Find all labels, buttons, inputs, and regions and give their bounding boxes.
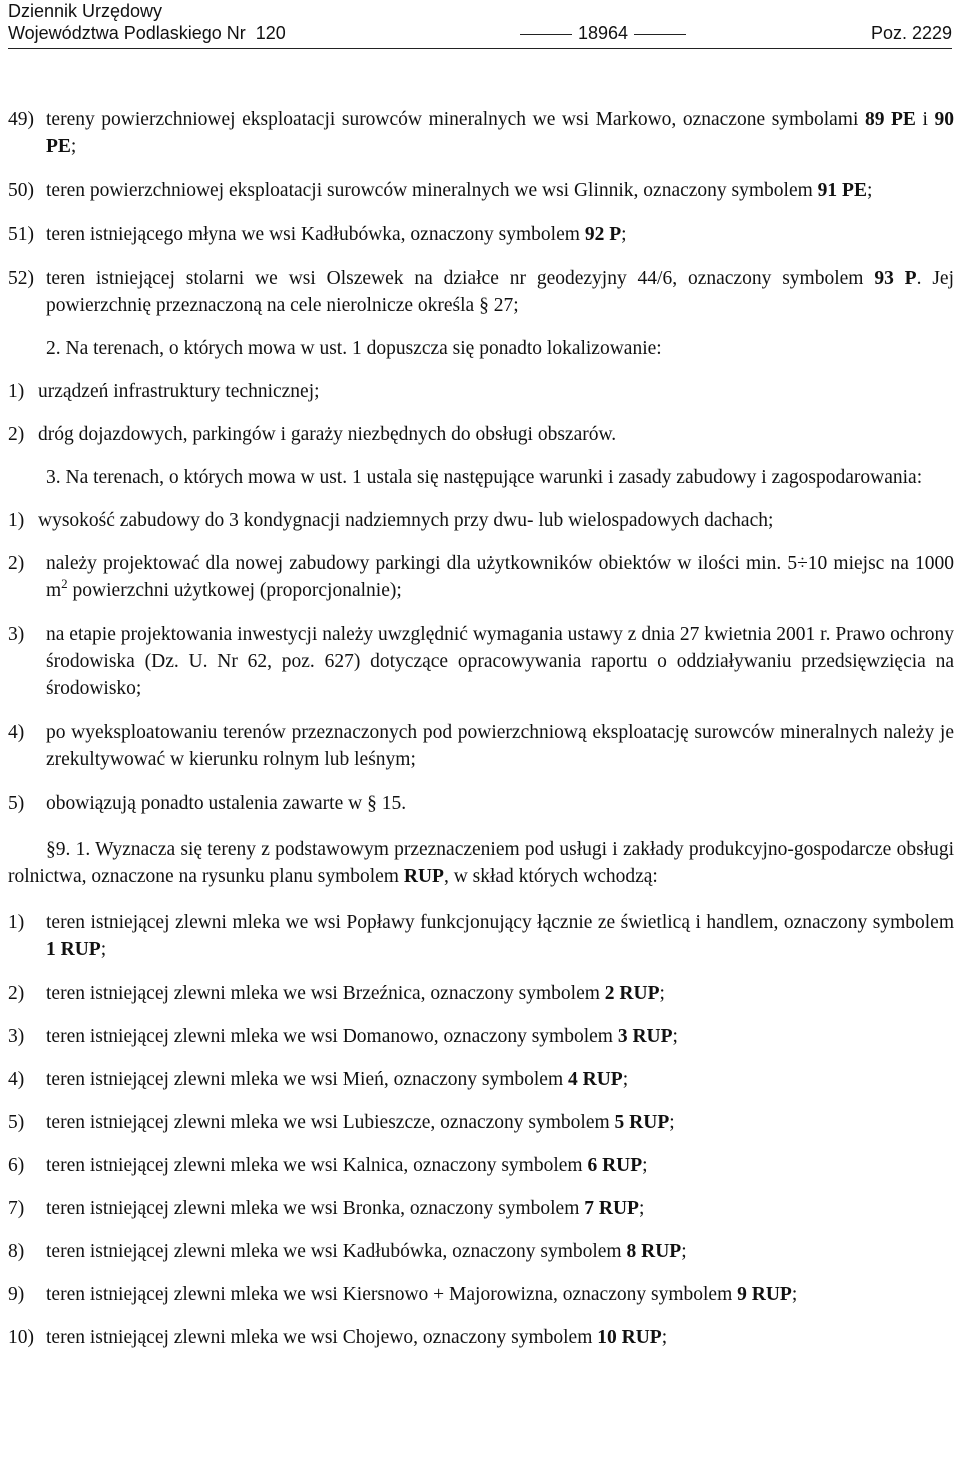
section-sign: § [367,793,377,814]
list-item: 1) urządzeń infrastruktury technicznej; [8,381,320,402]
page-number: 18964 [514,22,692,44]
journal-title-line1: Dziennik Urzędowy [8,1,163,21]
list-item: 7) teren istniejącej zlewni mleka we wsi Bronka, oznaczony symbolem 7 RUP; [8,1198,645,1219]
list-item: 8) teren istniejącej zlewni mleka we wsi Kadłubówka, oznaczony symbolem 8 RUP; [8,1241,687,1262]
list-item: 4) teren istniejącej zlewni mleka we wsi Mień, oznaczony symbolem 4 RUP; [8,1069,629,1090]
list-item: 2) teren istniejącej zlewni mleka we wsi Brzeźnica, oznaczony symbolem 2 RUP; [8,983,665,1004]
document-body [8,106,954,1351]
list-item: 52) teren istniejącej stolarni we wsi Olszewek na działce nr geodezyjny 44/6, oznaczony symbolem 93 P. Jej powierzchnię przeznaczoną na cele nierolnicze określa § 27; [8,268,954,316]
list-item: 10) teren istniejącej zlewni mleka we wsi Chojewo, oznaczony symbolem 10 RUP; [8,1327,668,1348]
section-sign: § [479,295,489,316]
list-item: 5) obowiązują ponadto ustalenia zawarte w § 15. [8,793,407,814]
list-item: 51) teren istniejącego młyna we wsi Kadłubówka, oznaczony symbolem 92 P; [8,224,627,245]
list-item: 49) tereny powierzchniowej eksploatacji surowców mineralnych we wsi Markowo, oznaczone symbolami 89 PE i 90 PE; [8,109,954,157]
list-item: 1) teren istniejącej zlewni mleka we wsi Popławy funkcjonujący łącznie ze świetlicą i handlem, oznaczony symbolem 1 RUP; [8,912,954,960]
paragraph-9: §9. 1. Wyznacza się tereny z podstawowym przeznaczeniem pod usługi i zakłady produkcyjno-gospodarcze obsługi rolnictwa, oznaczone na rysunku planu symbolem RUP, w skład których wchodzą: [8,839,954,887]
list-item: 1) wysokość zabudowy do 3 kondygnacji nadziemnych przy dwu- lub wielospadowych dachach; [8,510,774,531]
list-item: 3) na etapie projektowania inwestycji należy uwzględnić wymagania ustawy z dnia 27 kwietnia 2001 r. Prawo ochrony środowiska (Dz. U. Nr 62, poz. 627) dotyczące opracowywania raportu o oddziaływaniu przedsięwzięcia na środowisko; [8,624,954,699]
paragraph-3: 3. Na terenach, o których mowa w ust. 1 ustala się następujące warunki i zasady zabudowy i zagospodarowania: [46,467,923,488]
page-header [8,0,952,49]
list-item: 2) dróg dojazdowych, parkingów i garaży niezbędnych do obsługi obszarów. [8,424,617,445]
list-item: 2) należy projektować dla nowej zabudowy parkingi dla użytkowników obiektów w ilości min. 5÷10 miejsc na 1000 $m^2$ powierzchni użytkowej (proporcjonalnie); [8,553,954,601]
list-item: 9) teren istniejącej zlewni mleka we wsi Kiersnowo + Majorowizna, oznaczony symbolem 9 RUP; [8,1284,798,1305]
section-sign: § [46,839,56,860]
superscript: 2 [61,576,68,591]
position-number: Poz. 2229 [870,23,952,43]
list-item: 5) teren istniejącej zlewni mleka we wsi Lubieszcze, oznaczony symbolem 5 RUP; [8,1112,675,1133]
paragraph-2: 2. Na terenach, o których mowa w ust. 1 dopuszcza się ponadto lokalizowanie: [46,338,662,359]
journal-title-line2: Województwa Podlaskiego Nr 120 [8,23,286,43]
list-item: 4) po wyeksploatowaniu terenów przeznaczonych pod powierzchniową eksploatację surowców mineralnych należy je zrekultywować w kierunku rolnym lub leśnym; [8,722,954,770]
list-item: 50) teren powierzchniowej eksploatacji surowców mineralnych we wsi Glinnik, oznaczony symbolem 91 PE; [8,180,873,201]
list-item: 3) teren istniejącej zlewni mleka we wsi Domanowo, oznaczony symbolem 3 RUP; [8,1026,678,1047]
list-item: 6) teren istniejącej zlewni mleka we wsi Kalnica, oznaczony symbolem 6 RUP; [8,1155,648,1176]
